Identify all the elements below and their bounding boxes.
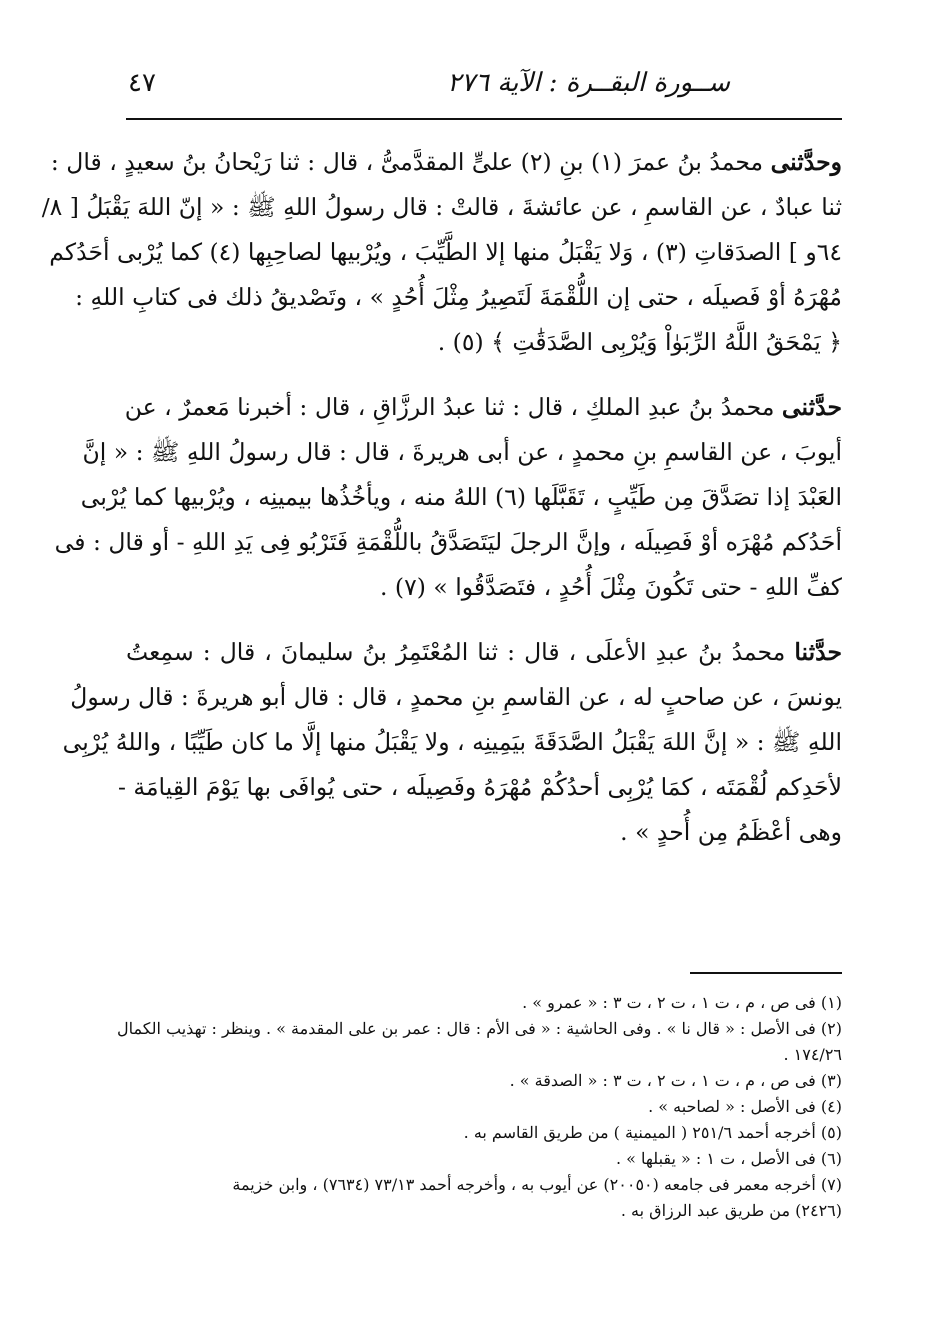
paragraph-lead-word: حدَّثنى xyxy=(781,393,842,421)
text-line xyxy=(126,385,842,430)
text-line xyxy=(54,520,842,565)
line-text: محمدُ بنُ عمرَ (١) بنِ (٢) علىٍّ المقدَّمىُّ ، قال : ثنا رَيْحانُ بنُ سعيدٍ ، قال : xyxy=(50,148,771,176)
running-title: ســورة البقــرة : الآية ٢٧٦ xyxy=(447,68,730,98)
footnote: (٥) أخرجه أحمد ٢٥١/٦ ( الميمنية ) من طريق القاسم به . xyxy=(463,1123,842,1142)
line-text: يونسَ ، عن صاحبٍ له ، عن القاسمِ بنِ محمدٍ ، قال : قال أبو هريرةَ : قال رسولُ xyxy=(70,683,842,711)
page-number: ٤٧ xyxy=(128,68,156,98)
paragraph xyxy=(62,630,842,855)
paragraph-lead-word: وحدَّثنى xyxy=(770,148,842,176)
footnote: (٦) فى الأصل ، ت ١ : « يقبلها » . xyxy=(616,1149,842,1168)
paragraph-lead-word: حدَّثنا xyxy=(794,638,842,666)
footnote: ١٧٤/٢٦ . xyxy=(783,1045,842,1064)
line-text: مُهْرَهُ أوْ فَصيلَه ، حتى إن اللُّقْمَةَ لَتَصِيرُ مِثْلَ أُحُدٍ » ، وتَصْديقُ ذلك فى كتابِ اللهِ : xyxy=(75,283,842,311)
line-text: محمدُ بنُ عبدِ الأعلَى ، قال : ثنا المُعْتَمِرُ بنُ سليمانَ ، قال : سمِعتُ xyxy=(126,638,795,666)
line-text: اللهِ ﷺ : « إنَّ اللهَ يَقْبَلُ الصَّدَقَةَ بيَمِينِه ، ولا يَقْبَلُ منها إلَّا ما كان طَيِّبًا ، واللهُ يُرْبِى xyxy=(62,728,842,756)
line-text: أحَدُكم مُهْرَه أوْ فَصِيلَه ، وإنَّ الرجلَ ليَتَصَدَّقُ باللُّقْمَةِ فَتَرْبُو فِى يَدِ اللهِ - أو قال : فى xyxy=(54,528,842,556)
text-line xyxy=(62,720,842,765)
text-line xyxy=(41,185,842,230)
text-line xyxy=(117,765,842,810)
page-header xyxy=(128,62,840,106)
line-text: العَبْدَ إذا تصَدَّقَ مِن طَيِّبٍ ، تَقَبَّلَها (٦) اللهُ منه ، ويأخُذُها بيمينِه ، ويُرْبيها كما يُرْبى xyxy=(80,483,842,511)
line-text: ٦٤و ] الصدَقاتِ (٣) ، وَلا يَقْبَلُ منها إلا الطَّيِّبَ ، ويُرْبيها لصاحِبِها (٤) كما يُرْبى أحَدُكم xyxy=(49,238,842,266)
line-text: وهى أعْظَمُ مِن أُحدٍ » . xyxy=(620,818,842,846)
footnote: (٣) فى ص ، م ، ت ١ ، ت ٢ ، ت ٣ : « الصدقة » . xyxy=(509,1071,842,1090)
main-text xyxy=(41,140,842,875)
line-text: ﴿ يَمْحَقُ اللَّهُ الرِّبَوٰاْ وَيُرْبِى الصَّدَقَٰتِ ﴾ (٥) . xyxy=(437,328,842,356)
line-text: كفِّ اللهِ - حتى تَكُونَ مِثْلَ أُحُدٍ ، فتَصَدَّقُوا » (٧) . xyxy=(379,573,842,601)
text-line xyxy=(126,810,842,855)
footnote: (٤) فى الأصل : « لصاحبه » . xyxy=(648,1097,842,1116)
text-line xyxy=(126,565,842,610)
header-rule xyxy=(126,118,842,120)
paragraph xyxy=(41,140,842,365)
footnote: (٢٤٢٦) من طريق عبد الرزاق به . xyxy=(620,1201,842,1220)
line-text: لأحَدِكم لُقْمَتَه ، كمَا يُرْبِى أحدُكُمْ مُهْرَهُ وفَصِيلَه ، حتى يُوافَى بها يَوْمَ القِيامَة - xyxy=(117,773,842,801)
text-line xyxy=(82,430,842,475)
footnotes xyxy=(117,990,842,1224)
text-line xyxy=(126,320,842,365)
line-text: ثنا عبادٌ ، عن القاسمِ ، عن عائشةَ ، قالتْ : قال رسولُ اللهِ ﷺ : « إنّ اللهَ يَقْبَلُ [ ٨/ xyxy=(41,193,842,221)
footnote-rule xyxy=(690,972,842,974)
paragraph xyxy=(54,385,842,610)
line-text: محمدُ بنُ عبدِ الملكِ ، قال : ثنا عبدُ الرزَّاقِ ، قال : أخبرنا مَعمرٌ ، عن xyxy=(124,393,782,421)
text-line xyxy=(49,230,842,275)
text-line xyxy=(70,675,842,720)
footnote: (٧) أخرجه معمر فى جامعه (٢٠٠٥٠) عن أيوب به ، وأخرجه أحمد ٧٣/١٣ (٧٦٣٤) ، وابن خزيمة xyxy=(232,1175,842,1194)
text-line xyxy=(126,630,842,675)
line-text: أيوبَ ، عن القاسمِ بنِ محمدٍ ، عن أبى هريرةَ ، قال : قال رسولُ اللهِ ﷺ : « إنَّ xyxy=(82,438,842,466)
text-line xyxy=(50,140,842,185)
footnote: (٢) فى الأصل : « قال نا » . وفى الحاشية : « فى الأم : قال : عمر بن على المقدمة » . وينظر : تهذيب الكمال xyxy=(117,1019,842,1038)
footnote: (١) فى ص ، م ، ت ١ ، ت ٢ ، ت ٣ : « عمرو » . xyxy=(522,993,842,1012)
text-line xyxy=(75,275,842,320)
text-line xyxy=(80,475,842,520)
